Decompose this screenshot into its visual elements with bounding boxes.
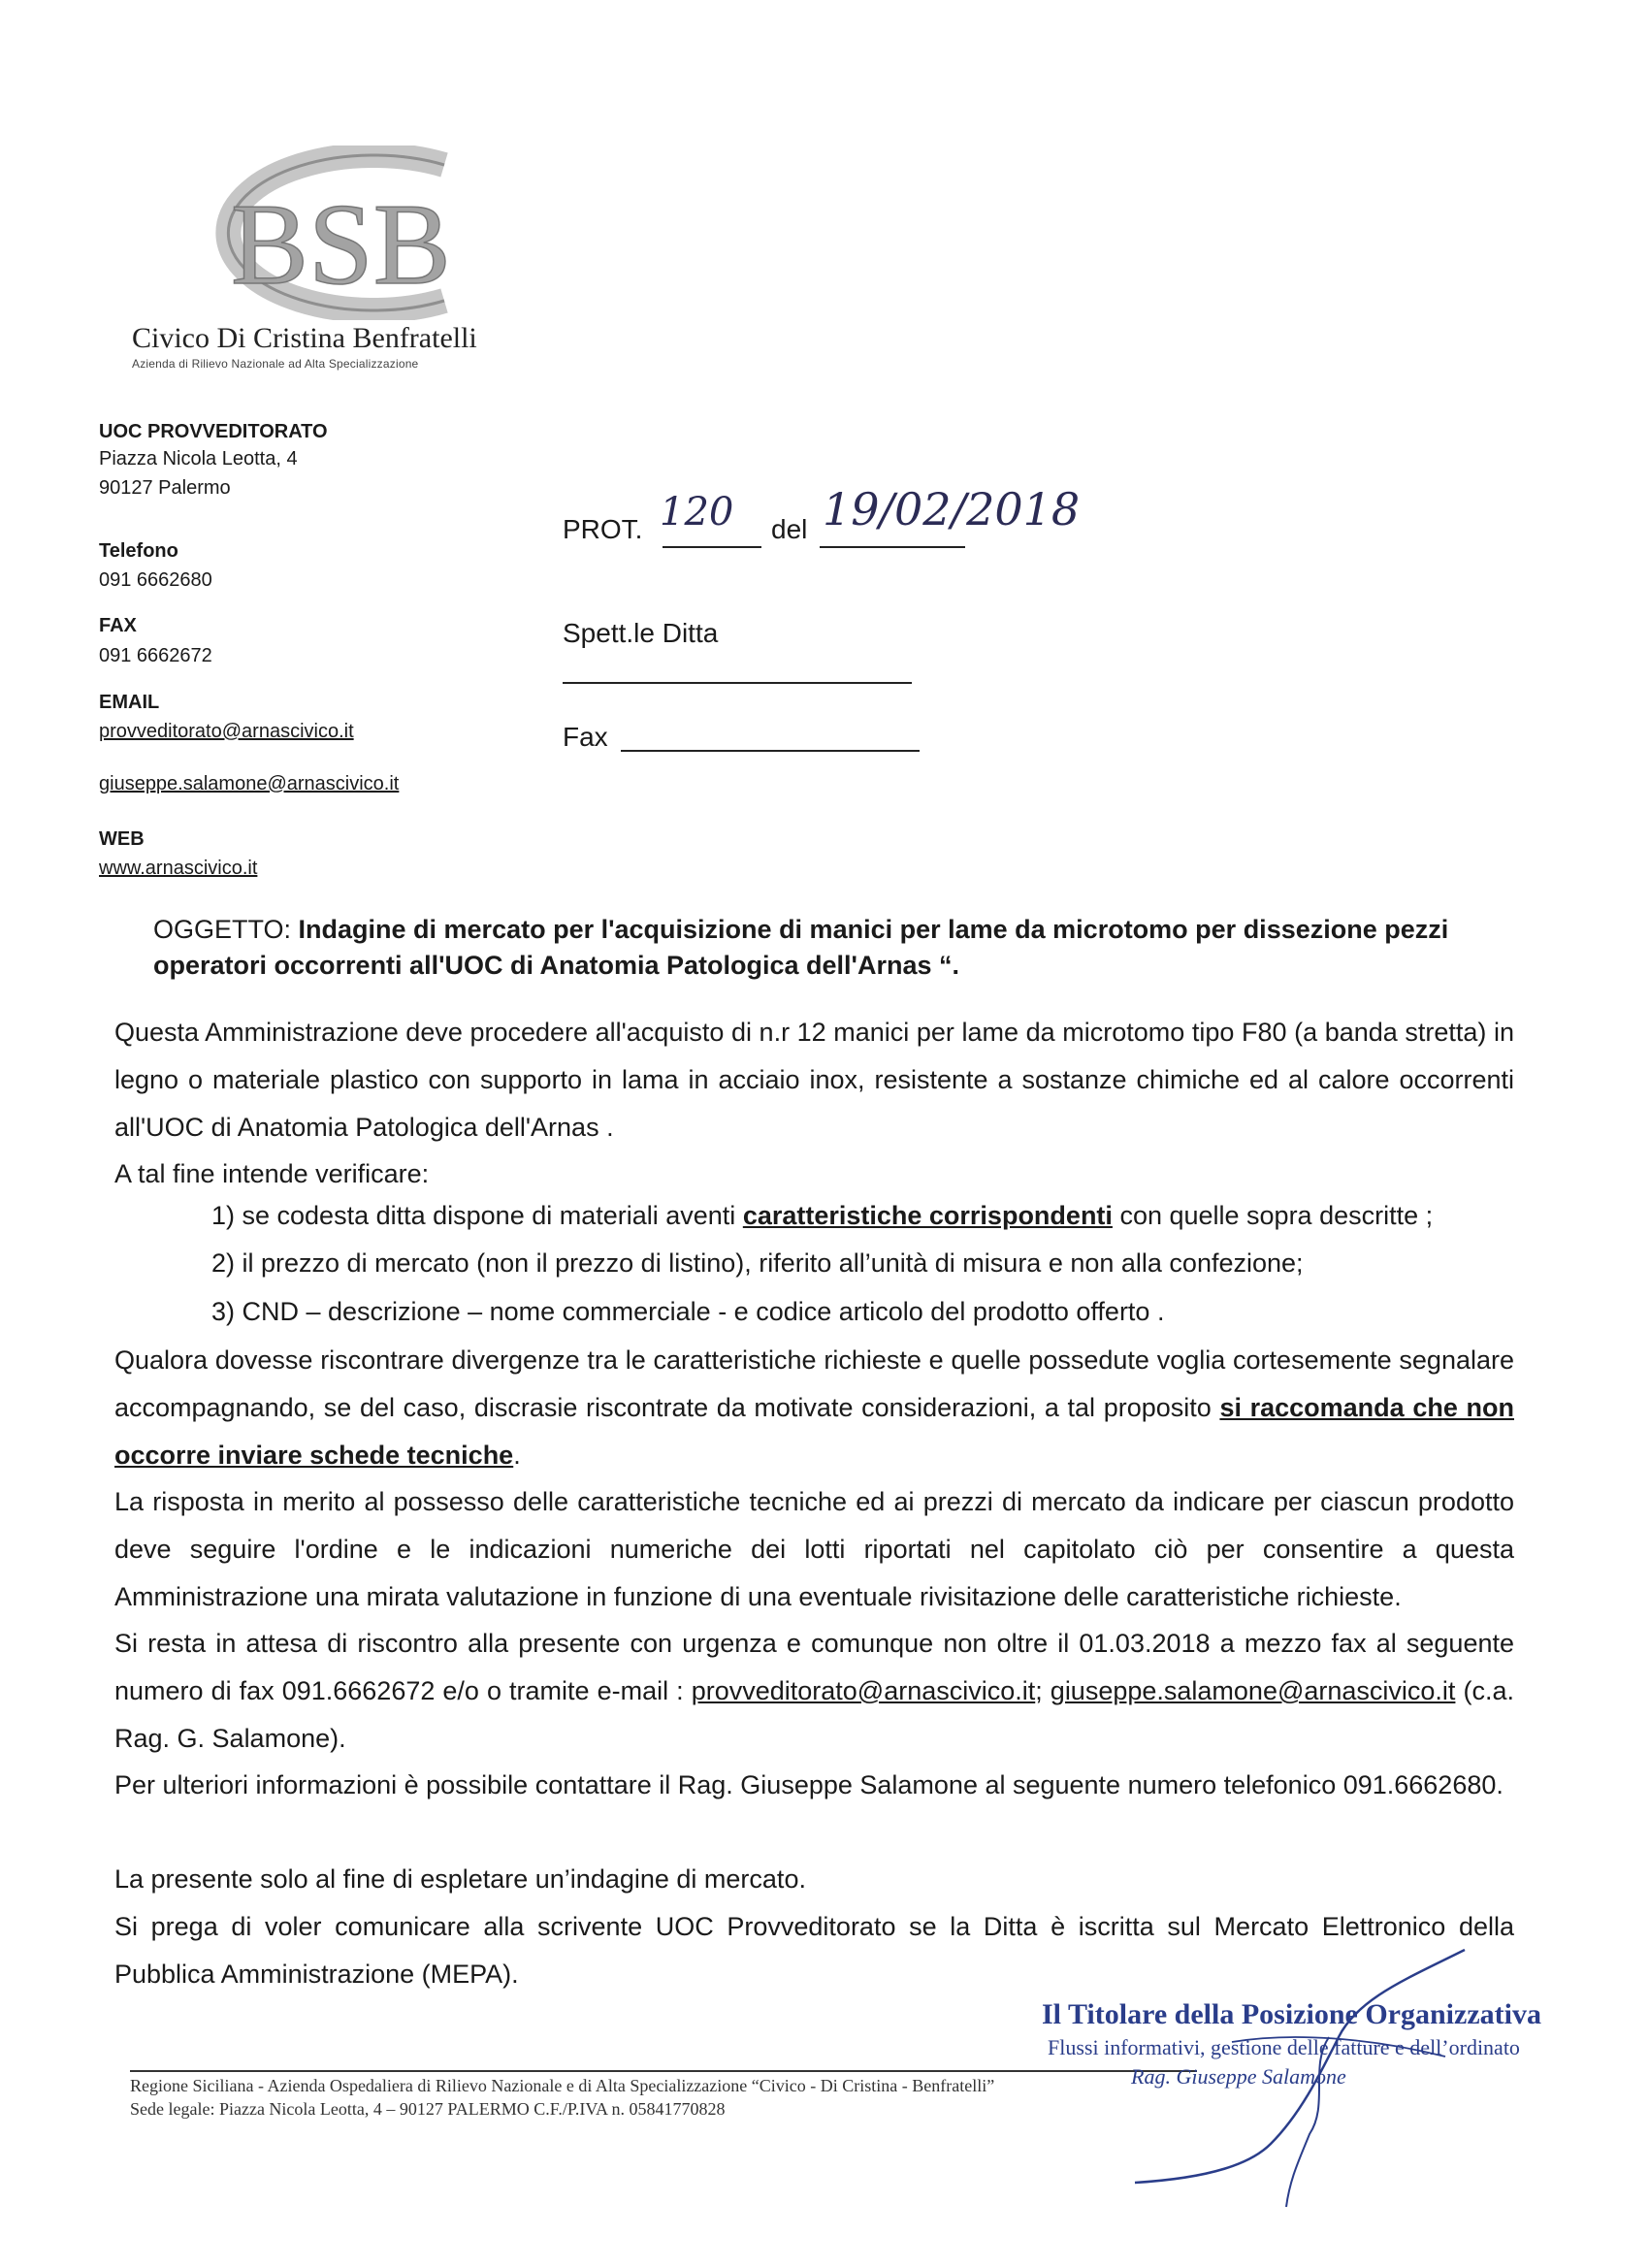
hospital-logo [153,146,464,320]
footer-line-1: Regione Siciliana - Azienda Ospedaliera di Rilievo Nazionale e di Alta Specializzazione “Civico - Di Cristina - Benfratelli” [130,2076,995,2095]
email-link-provveditorato[interactable]: provveditorato@arnascivico.it [99,721,354,742]
paragraph-1: Questa Amministrazione deve procedere all'acquisto di n.r 12 manici per lame da microtomo tipo F80 (a banda stretta) in legno o materiale plastico con supporto in lama in acciaio inox, resistente a sostanze chimiche ed al calore occorrenti all'UOC di Anatomia Patologica dell'Arnas . [114,1018,1514,1142]
paragraph-5-pre: Si resta in attesa di riscontro alla presente con urgenza e comunque non oltre il 01.03.2018 a mezzo fax al seguente numero di fax 091.6662672 e/o o tramite e-mail : [114,1629,1514,1705]
subject-text: Indagine di mercato per l'acquisizione di manici per lame da microtomo per dissezione pezzi operatori occorrenti all'UOC di Anatomia Patologica dell'Arnas “. [153,915,1449,980]
address-line-2: 90127 Palermo [99,477,231,499]
email-label: EMAIL [99,692,160,713]
subject [153,912,1531,984]
paragraph-3-post: . [513,1441,521,1470]
fax-field-label: Fax [563,722,608,752]
fax-field-line [621,750,920,752]
prot-date-line [820,546,965,548]
paragraph-3-emphasis: si raccomanda che non occorre inviare schede tecniche [114,1393,1514,1470]
fax-label: FAX [99,615,137,636]
paragraph-5-post: (c.a. Rag. G. Salamone). [114,1676,1514,1753]
recipient-label: Spett.le Ditta [563,618,719,648]
list-item-1-emphasis: caratteristiche corrispondenti [742,1201,1113,1230]
subject-label: OGGETTO: [153,915,292,944]
paragraph-3-pre: Qualora dovesse riscontrare divergenze tra le caratteristiche richieste e quelle possedute voglia cortesemente segnalare accompagnando, se del caso, discrasie riscontrate da motivate considerazioni, a tal proposito [114,1345,1514,1422]
paragraph-8: Si prega di voler comunicare alla scrivente UOC Provveditorato se la Ditta è iscritta sul Mercato Elettronico della Pubblica Amministrazione (MEPA). [114,1912,1514,1989]
web-label: WEB [99,828,145,850]
paragraph-2: A tal fine intende verificare: [114,1159,430,1188]
footer-line-2: Sede legale: Piazza Nicola Leotta, 4 – 90127 PALERMO C.F./P.IVA n. 05841770828 [130,2099,726,2119]
email-link-salamone[interactable]: giuseppe.salamone@arnascivico.it [99,773,400,794]
list-item-1-pre: 1) se codesta ditta dispone di materiali aventi [211,1201,743,1230]
logo-lettering: BSB [231,179,451,308]
prot-date: 19/02/2018 [823,483,1081,535]
org-name: Civico Di Cristina Benfratelli [132,322,477,354]
paragraph-5-mid: ; [1035,1676,1051,1705]
del-label: del [771,514,808,544]
prot-label: PROT. [563,514,643,544]
fax-value: 091 6662672 [99,645,212,666]
paragraph-6: Per ulteriori informazioni è possibile contattare il Rag. Giuseppe Salamone al seguente numero telefonico 091.6662680. [114,1770,1504,1799]
paragraph-5-email-1[interactable]: provveditorato@arnascivico.it [691,1676,1036,1705]
list-item-2: 2) il prezzo di mercato (non il prezzo di listino), riferito all’unità di misura e non alla confezione; [211,1248,1304,1278]
footer-rule [130,2070,1197,2072]
list-item-1 [211,1196,1433,1235]
phone-value: 091 6662680 [99,569,212,591]
prot-number-line [663,546,761,548]
phone-label: Telefono [99,540,178,562]
paragraph-3 [114,1337,1514,1479]
signature-name: Rag. Giuseppe Salamone [1131,2064,1346,2089]
web-link[interactable]: www.arnascivico.it [99,858,258,879]
address-line-1: Piazza Nicola Leotta, 4 [99,448,298,470]
handwritten-signature [1116,1940,1494,2212]
prot-number: 120 [660,490,734,535]
unit-name: UOC PROVVEDITORATO [99,421,328,442]
paragraph-7: La presente solo al fine di espletare un’indagine di mercato. [114,1864,806,1894]
recipient-line [563,682,912,684]
signature-title: Il Titolare della Posizione Organizzativa [1042,1998,1541,2030]
org-subtitle: Azienda di Rilievo Nazionale ad Alta Specializzazione [132,357,419,371]
paragraph-4: La risposta in merito al possesso delle caratteristiche tecniche ed ai prezzi di mercato da indicare per ciascun prodotto deve seguire l'ordine e le indicazioni numeriche dei lotti riportati nel capitolato ciò per consentire a questa Amministrazione una mirata valutazione in funzione di una eventuale rivisitazione delle caratteristiche richieste. [114,1487,1514,1611]
list-item-1-post: con quelle sopra descritte ; [1112,1201,1434,1230]
paragraph-5 [114,1620,1514,1763]
list-item-3: 3) CND – descrizione – nome commerciale - e codice articolo del prodotto offerto . [211,1297,1165,1326]
signature-role: Flussi informativi, gestione delle fatture e dell’ordinato [1048,2035,1520,2059]
paragraph-5-email-2[interactable]: giuseppe.salamone@arnascivico.it [1050,1676,1456,1705]
